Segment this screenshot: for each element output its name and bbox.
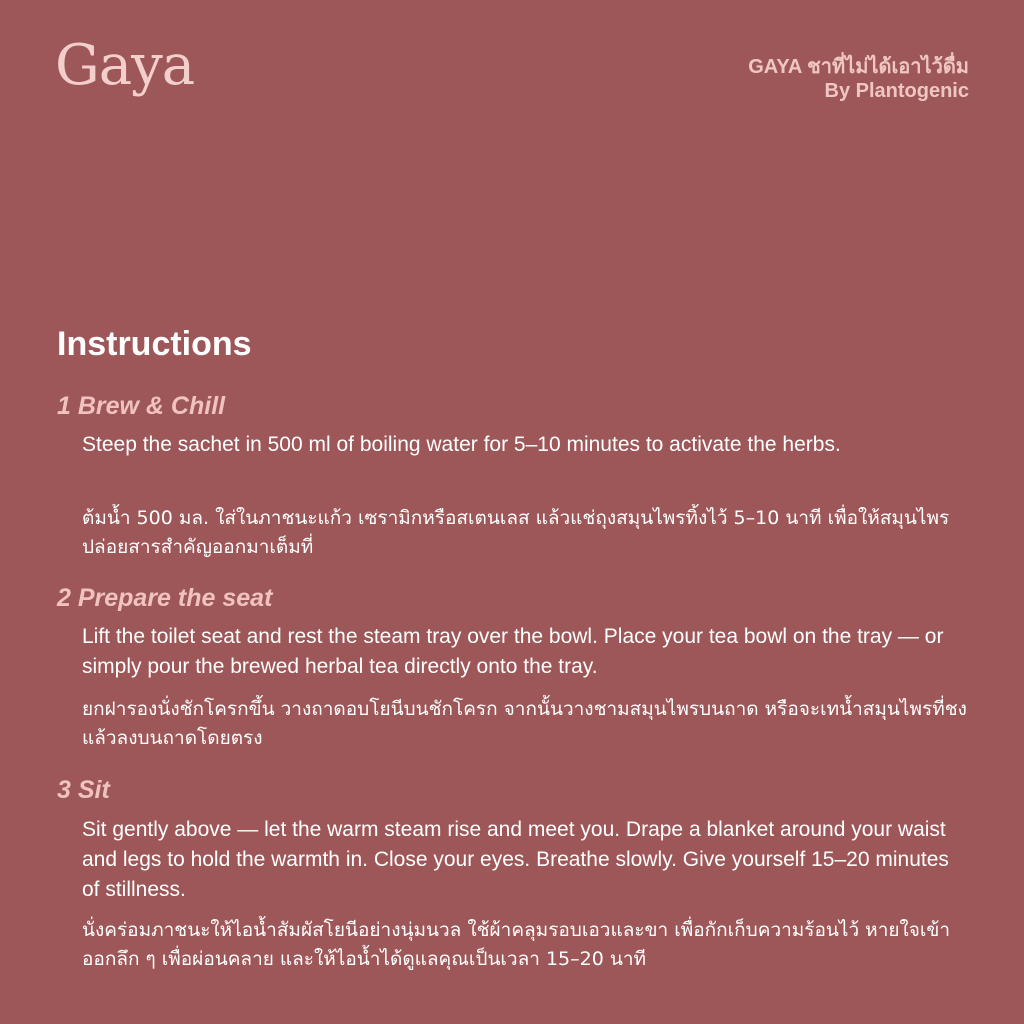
step-1-english-text: Steep the sachet in 500 ml of boiling water for 5–10 minutes to activate the herbs. <box>82 433 841 456</box>
step-1-thai-text: ต้มน้ำ 500 มล. ใส่ในภาชนะแก้ว เซรามิกหรือสเตนเลส แล้วแช่ถุงสมุนไพรทิ้งไว้ 5–10 นาที เพื่อให้สมุนไพรปล่อยสารสำคัญออกมาเต็มที่ <box>82 507 950 558</box>
instructions-heading: Instructions <box>57 325 252 363</box>
step-3-thai-text: นั่งคร่อมภาชนะให้ไอน้ำสัมผัสโยนีอย่างนุ่มนวล ใช้ผ้าคลุมรอบเอวและขา เพื่อกักเก็บความร้อนไว้ หายใจเข้าออกลึก ๆ เพื่อผ่อนคลาย และให้ไอน้ำได้ดูแลคุณเป็นเวลา 15–20 นาที <box>82 919 951 970</box>
brand-tagline <box>748 55 969 103</box>
step-2-english-text: Lift the toilet seat and rest the steam tray over the bowl. Place your tea bowl on the tray — or simply pour the brewed herbal tea directly onto the tray. <box>82 625 944 678</box>
step-3-title: 3 Sit <box>57 776 110 804</box>
gaya-logo: Gaya <box>55 33 195 98</box>
brand-subtitle: By Plantogenic <box>824 80 969 102</box>
brand-title: GAYA ชาที่ไม่ได้เอาไว้ดื่ม <box>748 56 969 78</box>
step-1-title: 1 Brew & Chill <box>57 392 226 420</box>
step-2-thai-text: ยกฝารองนั่งชักโครกขึ้น วางถาดอบโยนีบนชักโครก จากนั้นวางชามสมุนไพรบนถาด หรือจะเทน้ำสมุนไพรที่ชงแล้วลงบนถาดโดยตรง <box>82 698 967 749</box>
step-2-title: 2 Prepare the seat <box>57 584 273 612</box>
step-3-english-text: Sit gently above — let the warm steam rise and meet you. Drape a blanket around your waist and legs to hold the warmth in. Close your eyes. Breathe slowly. Give yourself 15–20 minutes of stillness. <box>82 818 949 901</box>
